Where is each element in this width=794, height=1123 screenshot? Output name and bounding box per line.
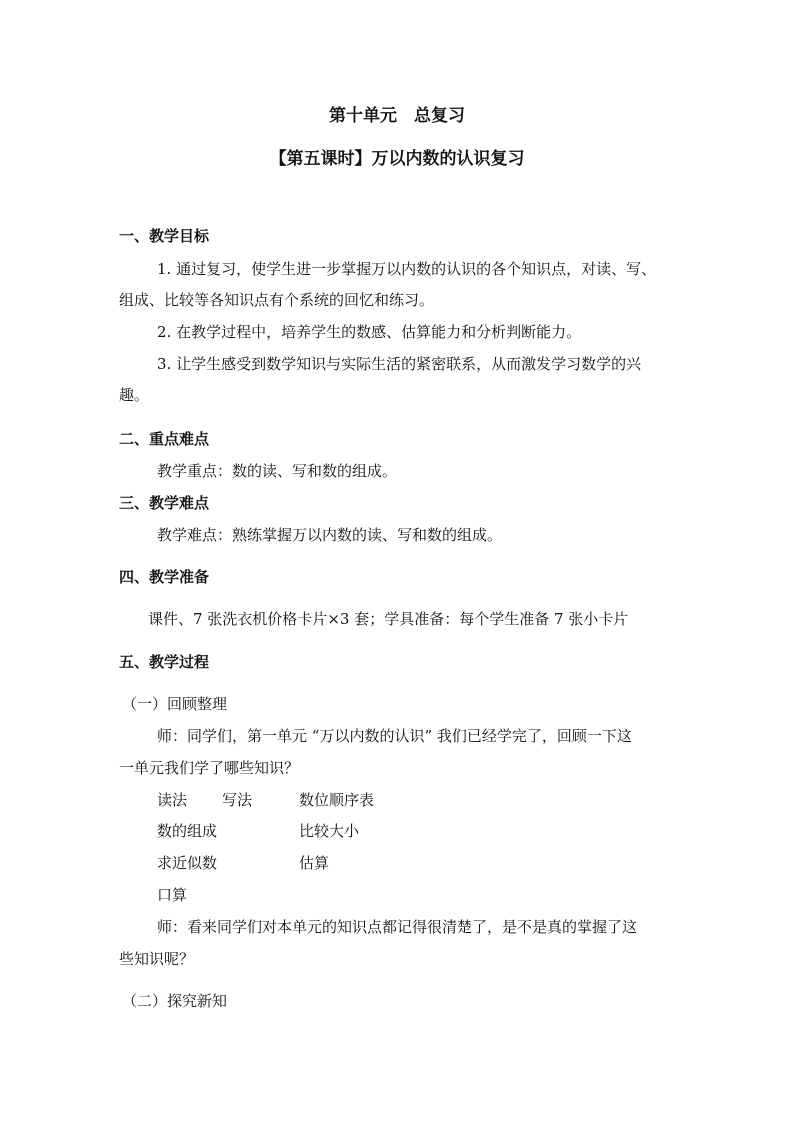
section-4-heading: 四、教学准备 xyxy=(119,568,210,586)
topic-number-composition: 数的组成 xyxy=(157,822,218,840)
topic-writing: 写法 xyxy=(222,791,253,809)
part-2-heading: （二）探究新知 xyxy=(122,992,228,1010)
topic-place-value-table: 数位顺序表 xyxy=(299,791,375,809)
topic-estimation: 估算 xyxy=(299,854,330,872)
section-2-heading: 二、重点难点 xyxy=(119,430,210,448)
teacher-question-line-2: 一单元我们学了哪些知识？ xyxy=(119,759,300,777)
goal-1-line-2: 组成、比较等各知识点有个系统的回忆和练习。 xyxy=(119,291,435,309)
difficulty-text: 教学难点：熟练掌握万以内数的读、写和数的组成。 xyxy=(157,526,503,544)
topic-comparing: 比较大小 xyxy=(299,822,360,840)
section-3-heading: 三、教学难点 xyxy=(119,494,210,512)
key-points-text: 教学重点：数的读、写和数的组成。 xyxy=(157,462,398,480)
teacher-remark-line-2: 些知识呢？ xyxy=(119,950,195,968)
topic-approximation: 求近似数 xyxy=(157,854,218,872)
section-5-heading: 五、教学过程 xyxy=(119,653,210,671)
doc-subtitle: 【第五课时】万以内数的认识复习 xyxy=(269,149,525,169)
teacher-question-line-1: 师：同学们，第一单元 “万以内数的认识” 我们已经学完了，回顾一下这 xyxy=(157,727,632,745)
goal-2: 2. 在教学过程中，培养学生的数感、估算能力和分析判断能力。 xyxy=(157,323,582,341)
goal-3-line-1: 3. 让学生感受到数学知识与实际生活的紧密联系，从而激发学习数学的兴 xyxy=(157,355,642,373)
topic-mental-arithmetic: 口算 xyxy=(157,886,188,904)
teacher-remark-line-1: 师：看来同学们对本单元的知识点都记得很清楚了，是不是真的掌握了这 xyxy=(157,918,638,936)
goal-3-line-2: 趣。 xyxy=(119,386,150,404)
section-1-heading: 一、教学目标 xyxy=(119,227,210,245)
topic-reading: 读法 xyxy=(157,791,188,809)
part-1-heading: （一）回顾整理 xyxy=(122,695,228,713)
preparation-text: 课件、7 张洗衣机价格卡片×3 套；学具准备：每个学生准备 7 张小卡片 xyxy=(148,610,629,628)
goal-1-line-1: 1. 通过复习，使学生进一步掌握万以内数的认识的各个知识点，对读、写、 xyxy=(157,260,657,278)
doc-title: 第十单元 总复习 xyxy=(329,106,465,126)
